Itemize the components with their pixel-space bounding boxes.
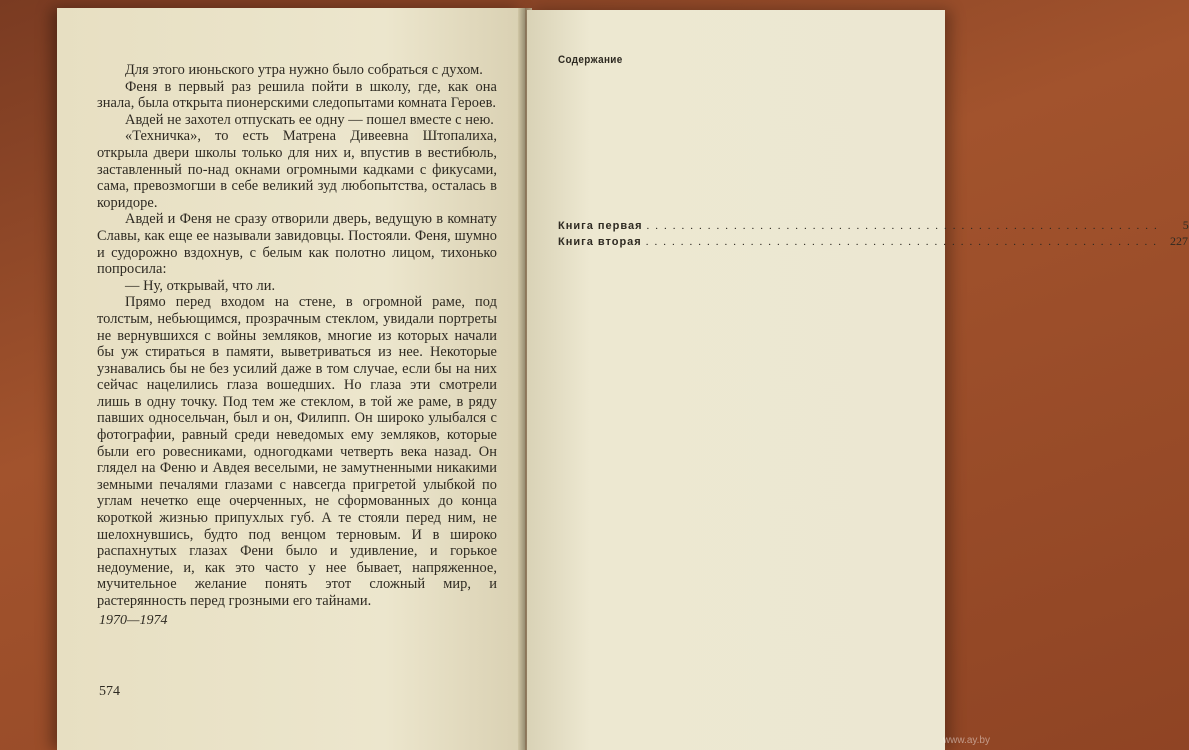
toc-leader-dots: ........................................................... <box>646 220 1163 232</box>
story-text <box>97 62 497 610</box>
toc-heading: Содержание <box>558 54 623 66</box>
toc-entry <box>558 218 1189 234</box>
paragraph: Прямо перед входом на стене, в огромной раме, под толстым, небьющимся, прозрачным стеклом, увидали портреты не вернувшихся с войны земляков, многие из которых начали бы уж стираться в памяти, выветриваться из нее. Некоторые узнавались бы не без усилий даже в том случае, если бы на них сейчас нацелились глаза вошедших. Но глаза эти смотрели лишь в одну точку. Под тем же стеклом, в той же раме, в ряду павших односельчан, был и он, Филипп. Он широко улыбался с фотографии, равный среди неведомых ему земляков, которые были его ровесниками, одногодками четверть века назад. Он глядел на Феню и Авдея веселыми, не замутненными никакими земными печалями глазами с навсегда пригретой улыбкой по углам нечетко еще очерченных, не сформованных до конца короткой жизнью припухлых губ. А те стояли перед ним, не шелохнувшись, будто под венцом терновым. И в широко распахнутых глазах Фени было и удивление, и горькое недоумение, и, как это часто у нее бывает, напряженное, мучительное желание понять этот сложный мир, и растерянность перед грозными его тайнами. <box>97 294 497 609</box>
toc-entry <box>558 234 1188 250</box>
paragraph: Авдей не захотел отпускать ее одну — пошел вместе с нею. <box>125 111 494 128</box>
toc-entry-page: 5 <box>1182 218 1189 232</box>
toc-entry-label: Книга вторая <box>558 236 642 248</box>
paragraph: Феня в первый раз решила пойти в школу, где, как она знала, была открыта пионерскими следопытами комната Героев. <box>97 78 497 112</box>
page-number: 574 <box>99 684 120 699</box>
paragraph: Для этого июньского утра нужно было собраться с духом. <box>125 62 483 78</box>
paragraph: «Техничка», то есть Матрена Дивеевна Штопалиха, открыла двери школы только для них и, впустив в вестибюль, заставленный по-над окнами огромными кадками с фикусами, сама, превозмогши в себе великий зуд любопытства, осталась в коридоре. <box>97 128 497 211</box>
toc-entry-page: 227 <box>1169 234 1188 248</box>
left-page <box>57 8 525 750</box>
watermark: www.ay.by <box>942 735 990 746</box>
toc-leader-dots: ........................................................... <box>645 236 1162 248</box>
paragraph: Авдей и Феня не сразу отворили дверь, ведущую в комнату Славы, как еще ее называли завидовцы. Постояли. Феня, шумно и судорожно вздохнув, с белым как полотно лицом, тихонько попросила: <box>97 211 497 278</box>
toc-entry-label: Книга первая <box>558 220 643 232</box>
paragraph: — Ну, открывай, что ли. <box>125 277 276 294</box>
toc-list <box>558 218 1189 250</box>
date-line: 1970—1974 <box>99 613 168 628</box>
